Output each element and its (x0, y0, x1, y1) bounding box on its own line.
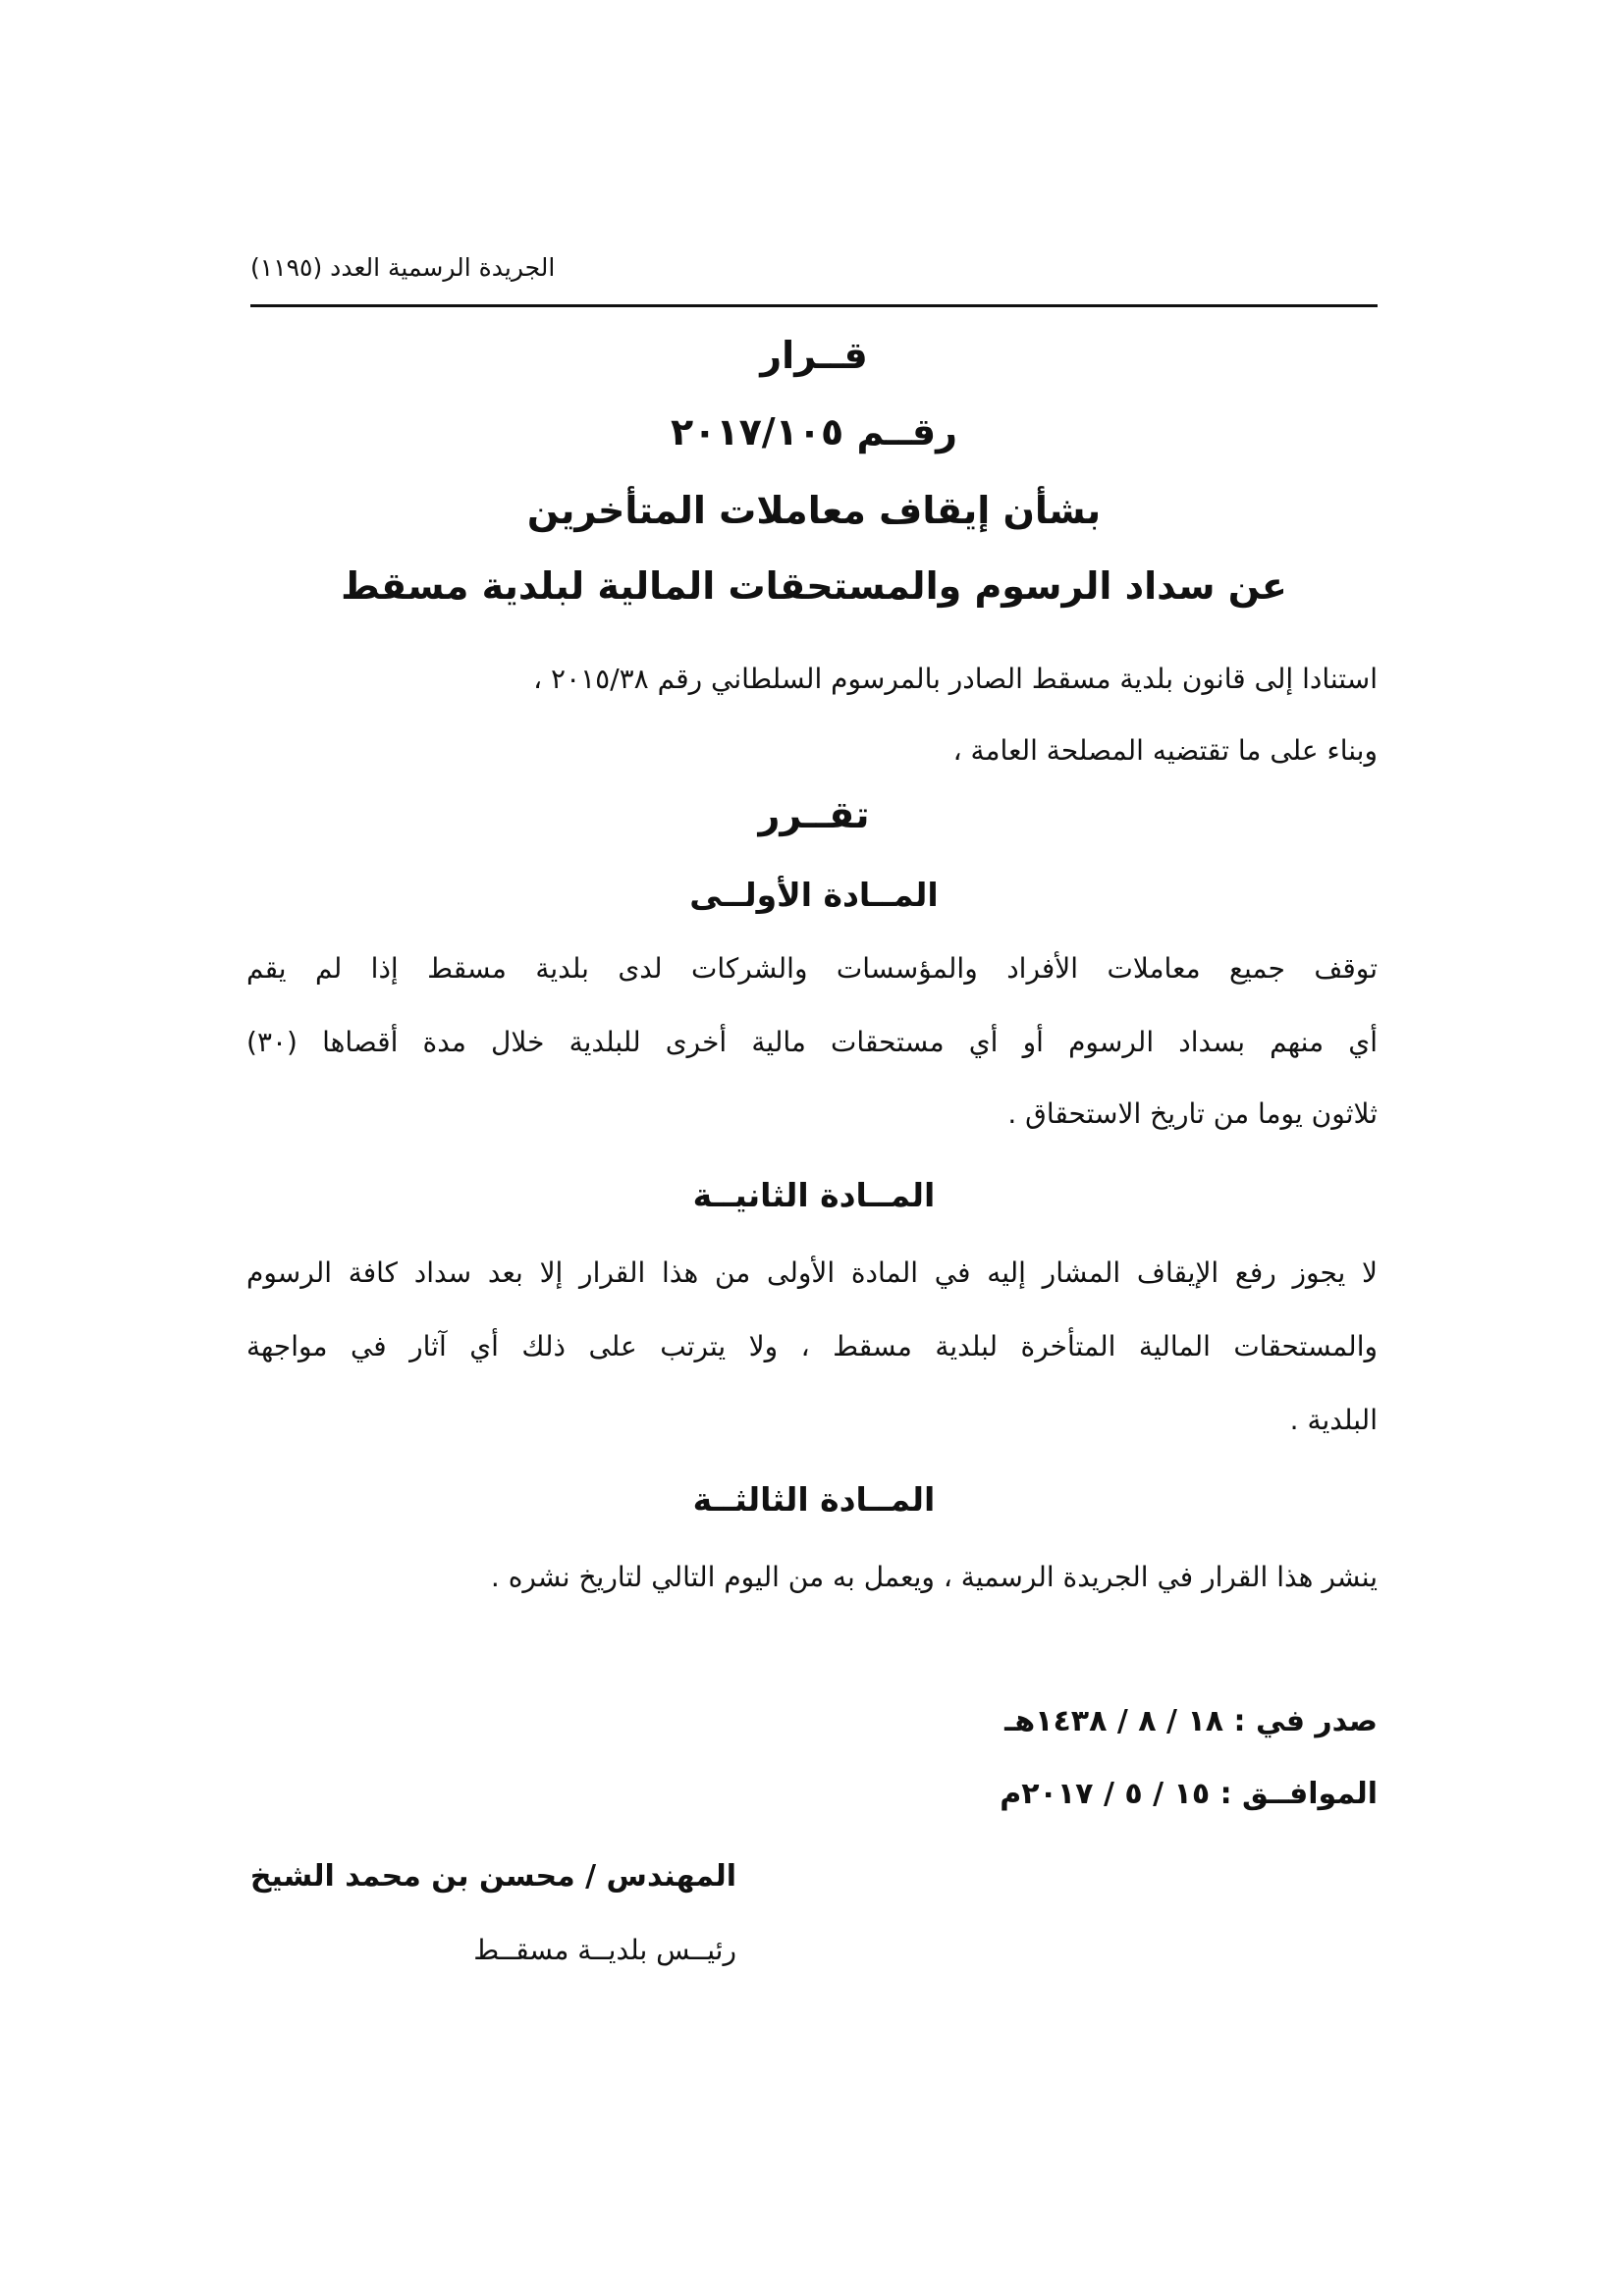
signatory-title: رئيــس بلديــة مسقــط (473, 1934, 736, 1966)
article-2-line-2: والمستحقات المالية المتأخرة لبلدية مسقط ، ولا يترتب على ذلك أي آثار في مواجهة (246, 1330, 1378, 1362)
article-1-line-2: أي منهم بسداد الرسوم أو أي مستحقات مالية أخرى للبلدية خلال مدة أقصاها (٣٠) (246, 1026, 1378, 1058)
signatory-name: المهندس / محسن بن محمد الشيخ (249, 1859, 736, 1894)
decision-title: قــرار (760, 334, 868, 377)
decides-heading: تقــرر (758, 793, 870, 836)
article-1-heading: المــادة الأولــى (689, 876, 939, 914)
gazette-header: الجريدة الرسمية العدد (١١٩٥) (250, 253, 556, 282)
article-2-heading: المــادة الثانيــة (692, 1176, 936, 1214)
article-2-line-3: البلدية . (1289, 1404, 1378, 1436)
article-3-heading: المــادة الثالثــة (692, 1480, 936, 1519)
article-1-line-1: توقف جميع معاملات الأفراد والمؤسسات والشركات لدى بلدية مسقط إذا لم يقم (246, 952, 1378, 985)
header-divider (250, 304, 1378, 307)
preamble-line-1: استنادا إلى قانون بلدية مسقط الصادر بالمرسوم السلطاني رقم ٢٠١٥/٣٨ ، (533, 663, 1378, 695)
issue-date-gregorian: الموافــق : ١٥ / ٥ / ٢٠١٧م (1000, 1777, 1378, 1811)
issue-date-hijri: صدر في : ١٨ / ٨ / ١٤٣٨هـ (1004, 1704, 1378, 1738)
preamble-line-2: وبناء على ما تقتضيه المصلحة العامة ، (952, 734, 1378, 767)
decision-subject-line1: بشأن إيقاف معاملات المتأخرين (526, 489, 1102, 532)
article-1-line-3: ثلاثون يوما من تاريخ الاستحقاق . (1007, 1097, 1378, 1130)
decision-number: رقــم ٢٠١٧/١٠٥ (671, 410, 957, 454)
article-3-line-1: ينشر هذا القرار في الجريدة الرسمية ، ويعمل به من اليوم التالي لتاريخ نشره . (490, 1561, 1378, 1593)
article-2-line-1: لا يجوز رفع الإيقاف المشار إليه في المادة الأولى من هذا القرار إلا بعد سداد كافة الرسوم (246, 1256, 1378, 1289)
decision-subject-line2: عن سداد الرسوم والمستحقات المالية لبلدية مسقط (341, 564, 1287, 608)
